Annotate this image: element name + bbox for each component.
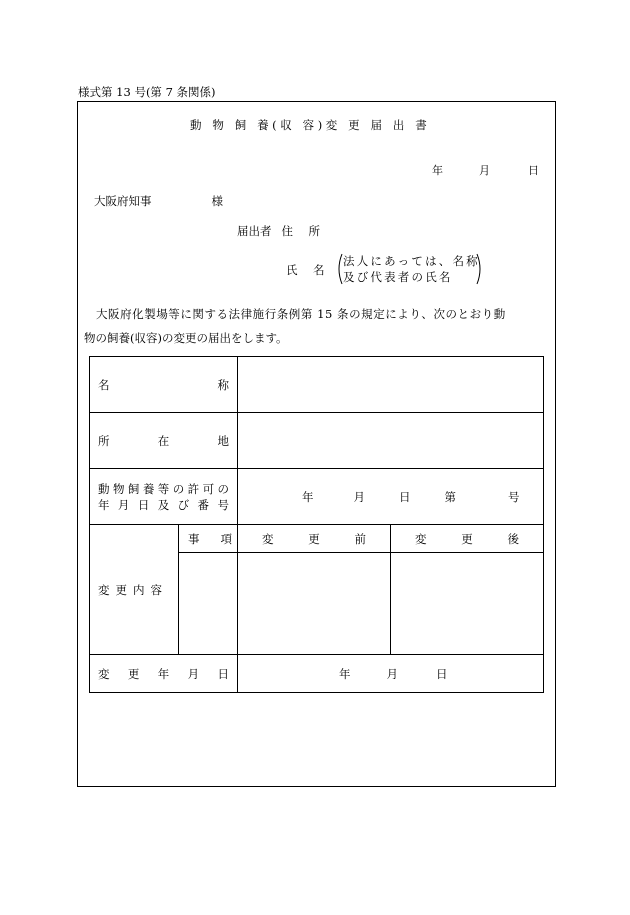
date-day: 日 <box>528 164 539 177</box>
addressee-honorific: 様 <box>211 194 223 208</box>
change-date-value <box>238 666 543 682</box>
after-header <box>415 531 519 547</box>
addressee-name: 大阪府知事 <box>94 194 152 208</box>
label-char: 項 <box>220 531 232 546</box>
label-char: 日 <box>217 666 229 681</box>
label-char: 内 <box>133 582 145 597</box>
label-char: 変 <box>98 582 110 597</box>
label-char: の <box>217 481 229 496</box>
change-month: 月 <box>386 666 398 681</box>
label-char: 及 <box>157 497 170 512</box>
label-char: 更 <box>461 531 473 546</box>
name-note-bracket <box>336 253 483 285</box>
label-char: 動 <box>98 481 110 496</box>
label-char: 等 <box>157 481 170 496</box>
permit-value-cell[interactable] <box>238 469 544 525</box>
label-char: 年 <box>98 497 110 512</box>
name-value-cell[interactable] <box>238 357 544 413</box>
notifier-label: 届出者 <box>237 224 272 238</box>
after-value-cell[interactable] <box>391 553 544 655</box>
before-header <box>262 531 366 547</box>
change-content-label <box>98 582 170 598</box>
name-label <box>98 377 229 393</box>
label-char: 事 <box>188 531 200 546</box>
row-change-header <box>90 525 544 553</box>
item-header <box>188 531 232 547</box>
permit-label-cell <box>90 469 238 525</box>
label-char: 更 <box>127 666 140 681</box>
label-char: 更 <box>115 582 127 597</box>
change-year: 年 <box>339 666 351 681</box>
location-value-cell[interactable] <box>238 413 544 469</box>
permit-day: 日 <box>399 489 411 504</box>
label-char: 変 <box>415 531 427 546</box>
row-change-date <box>90 655 544 693</box>
body-line-1: 大阪府化製場等に関する法律施行条例第 15 条の規定により、次のとおり動 <box>96 307 506 321</box>
name-label-cell <box>90 357 238 413</box>
permit-label-line-1 <box>98 481 229 497</box>
label-char: 地 <box>217 433 229 448</box>
addressee <box>94 193 223 209</box>
notifier-name-label: 氏 名 <box>286 263 327 277</box>
permit-year: 年 <box>302 489 314 504</box>
label-char: 飼 <box>127 481 140 496</box>
change-date-label-cell <box>90 655 238 693</box>
label-char: 在 <box>157 433 170 448</box>
label-char: 前 <box>354 531 366 546</box>
label-char: の <box>172 481 185 496</box>
notification-table <box>89 356 544 693</box>
label-char: 物 <box>112 481 125 496</box>
name-note-line-1: 法人にあっては、名称 <box>343 254 480 268</box>
permit-number-prefix: 第 <box>444 489 456 504</box>
label-char: 称 <box>217 377 229 392</box>
notifier-address <box>237 223 322 239</box>
label-char: 月 <box>117 497 130 512</box>
row-name <box>90 357 544 413</box>
permit-month: 月 <box>353 489 365 504</box>
label-char: 可 <box>202 481 215 496</box>
form-number-label: 様式第 13 号(第 7 条関係) <box>78 85 216 99</box>
body-line-2: 物の飼養(収容)の変更の届出をします。 <box>84 331 288 345</box>
before-header-cell <box>238 525 391 553</box>
change-day: 日 <box>436 666 448 681</box>
body-paragraph <box>84 302 550 350</box>
label-char: 許 <box>187 481 200 496</box>
before-value-cell[interactable] <box>238 553 391 655</box>
label-char: 日 <box>137 497 150 512</box>
location-label <box>98 433 229 449</box>
label-char: 容 <box>150 582 162 597</box>
permit-value <box>238 489 543 505</box>
label-char: 番 <box>197 497 210 512</box>
permit-label-line-2 <box>98 497 229 513</box>
label-char: 変 <box>262 531 274 546</box>
label-char: 月 <box>187 666 200 681</box>
date-month: 月 <box>479 164 490 177</box>
label-char: 所 <box>98 433 110 448</box>
change-content-label-cell <box>90 525 179 655</box>
location-label-cell <box>90 413 238 469</box>
item-value-cell[interactable] <box>179 553 238 655</box>
form-title: 動 物 飼 養(収 容)変 更 届 出 書 <box>190 118 431 132</box>
item-header-cell <box>179 525 238 553</box>
change-date-label <box>98 666 229 682</box>
label-char: び <box>177 497 190 512</box>
label-char: 号 <box>217 497 229 512</box>
label-char: 更 <box>308 531 320 546</box>
date-year: 年 <box>432 164 443 177</box>
after-header-cell <box>391 525 544 553</box>
name-note-line-2: 及び代表者の氏名 <box>343 270 453 284</box>
address-label: 住 所 <box>281 224 322 238</box>
row-permit <box>90 469 544 525</box>
row-location <box>90 413 544 469</box>
submission-date <box>432 162 539 178</box>
label-char: 後 <box>507 531 519 546</box>
label-char: 年 <box>157 666 170 681</box>
change-date-value-cell[interactable] <box>238 655 544 693</box>
label-char: 名 <box>98 377 110 392</box>
permit-number-suffix: 号 <box>508 489 520 504</box>
label-char: 変 <box>98 666 110 681</box>
label-char: 養 <box>142 481 155 496</box>
